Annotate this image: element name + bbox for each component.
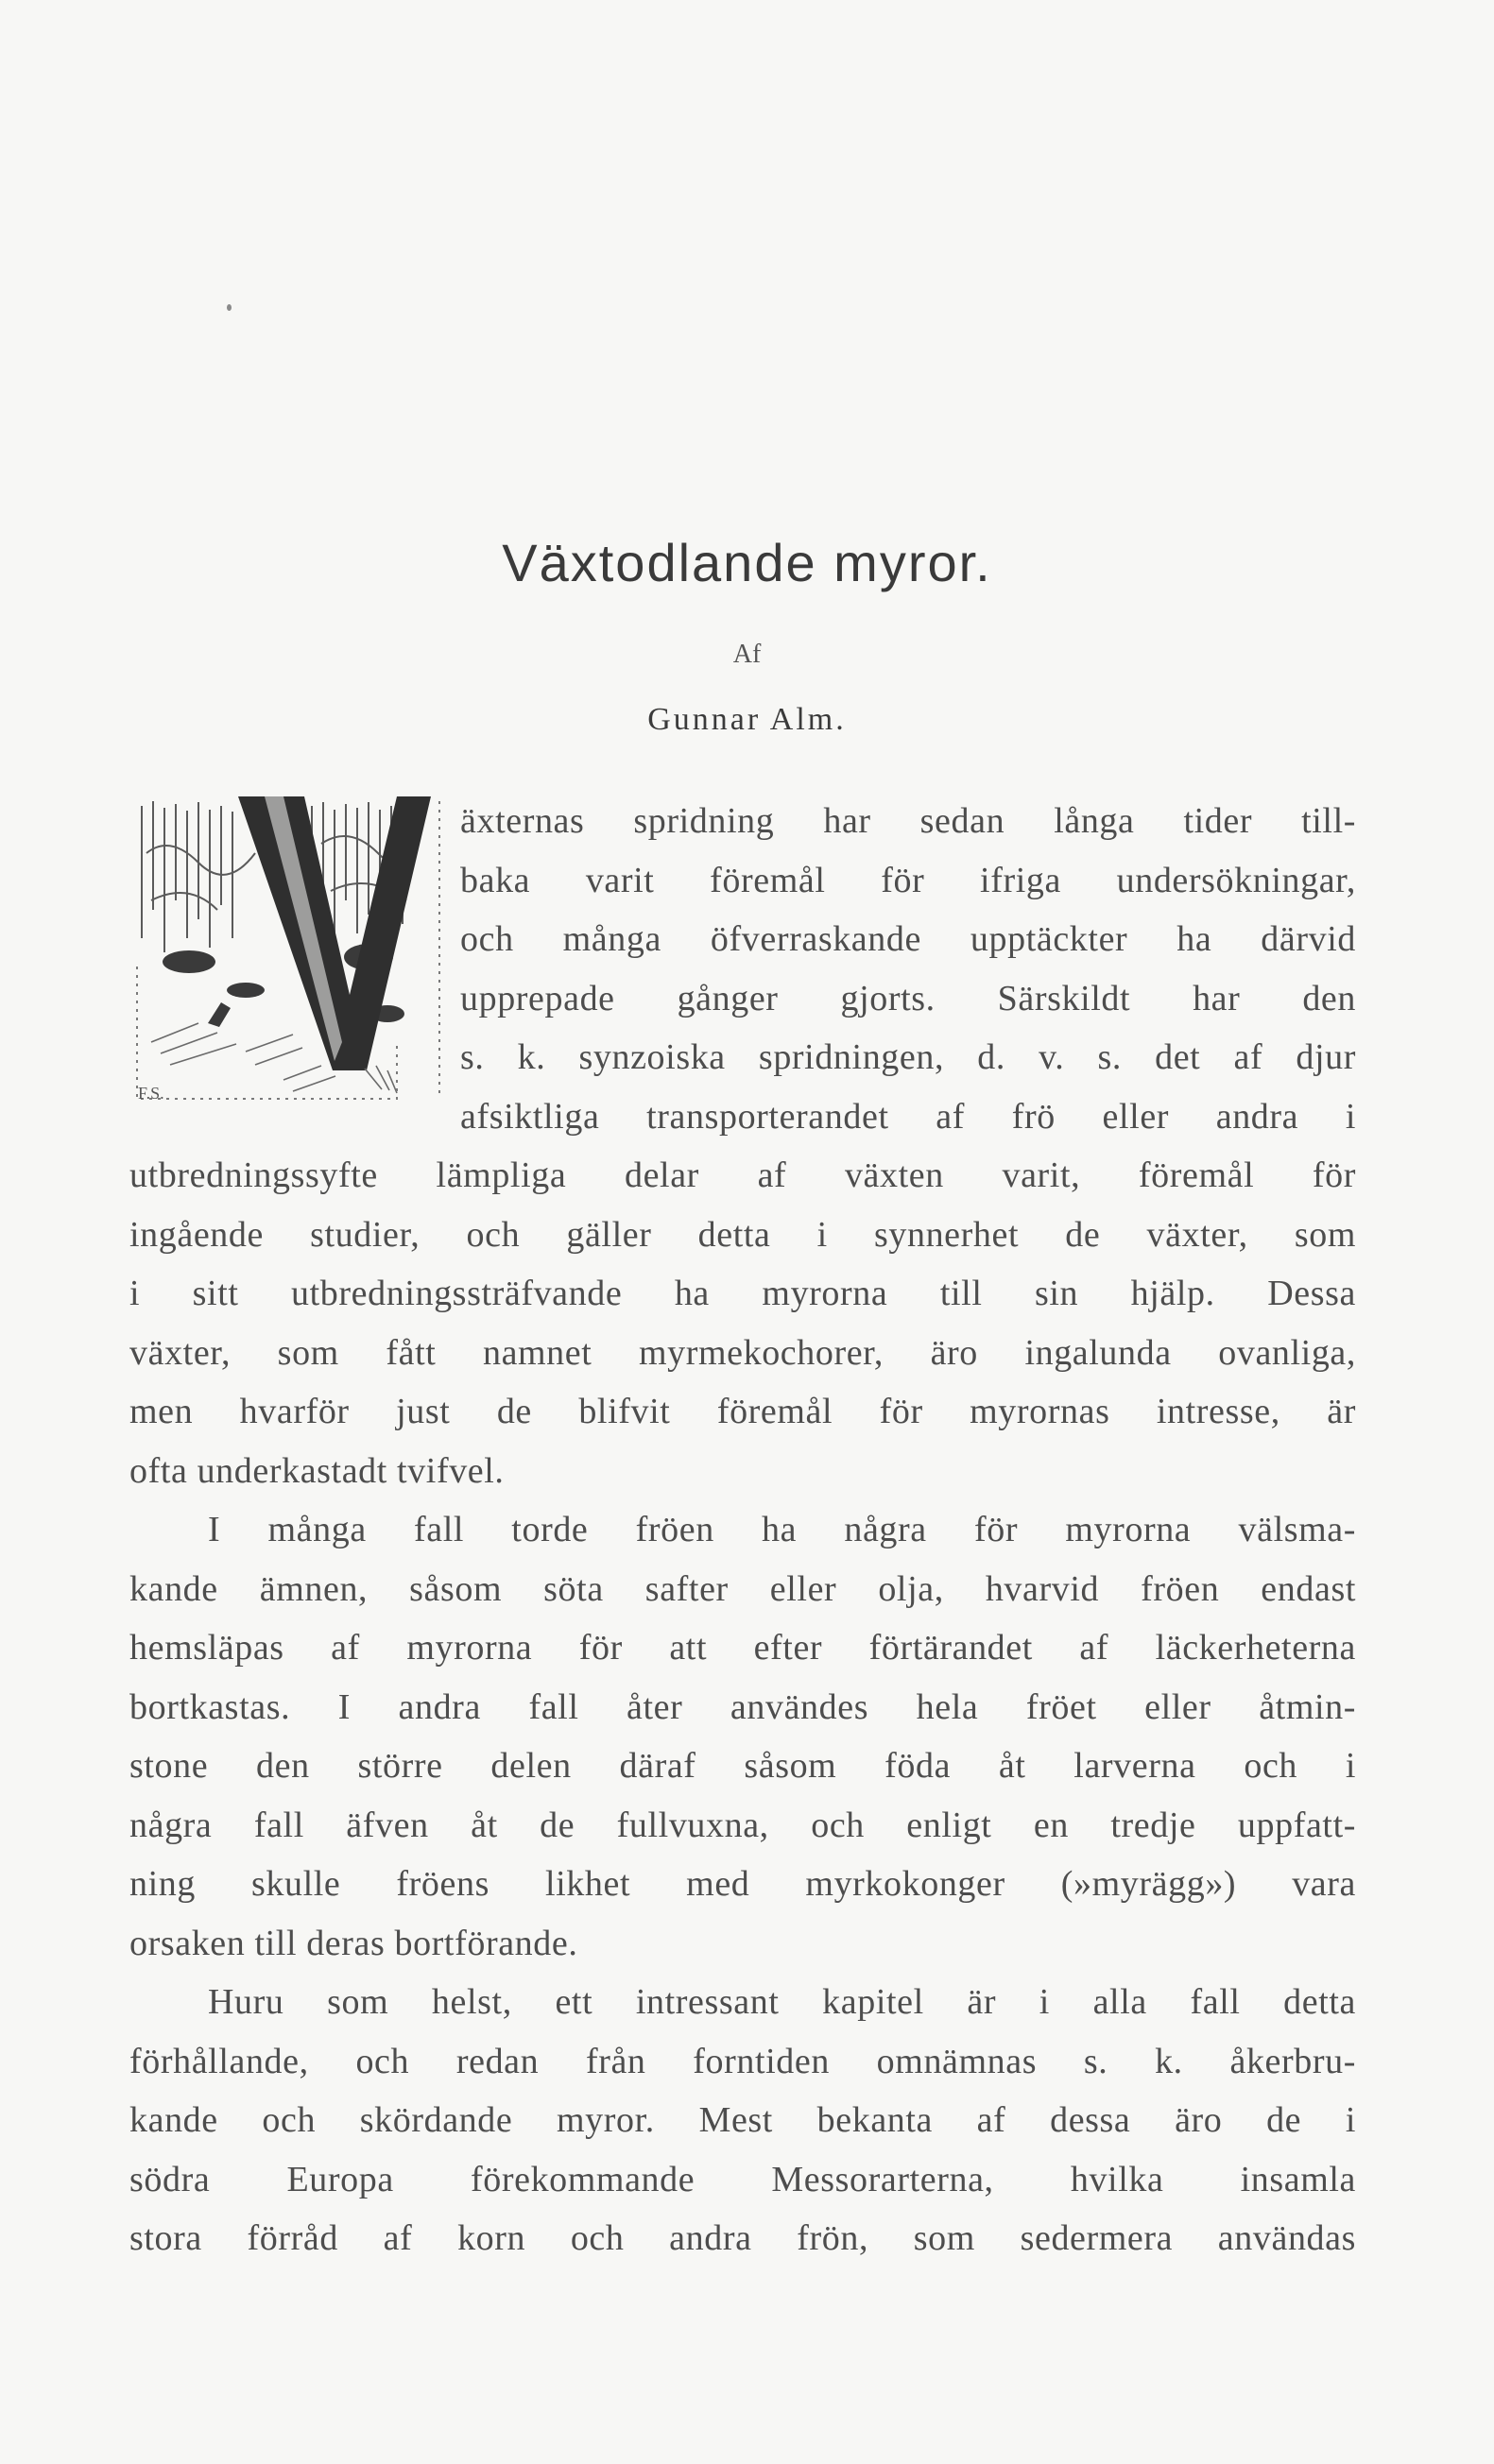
body-line-4: växter, som fått namnet myrmekochorer, äro ingalunda ovanliga, xyxy=(129,1333,1356,1373)
body-line-6: ofta underkastadt tvifvel. xyxy=(129,1451,505,1491)
svg-text:F.S.: F.S. xyxy=(138,1084,164,1103)
decorative-initial-v-icon xyxy=(132,796,452,1118)
print-speck xyxy=(227,304,232,311)
body-line-5: men hvarför just de blifvit föremål för myrornas intresse, är xyxy=(129,1392,1356,1431)
body-line-8: kande ämnen, såsom söta safter eller olja, hvarvid fröen endast xyxy=(129,1569,1356,1609)
body-line-1: utbredningssyfte lämpliga delar af växten varit, föremål för xyxy=(129,1155,1356,1195)
body-line-7: I många fall torde fröen ha några för myrorna välsma- xyxy=(208,1510,1356,1549)
body-line-17: kande och skördande myror. Mest bekanta af dessa äro de i xyxy=(129,2100,1356,2140)
body-line-3: i sitt utbredningssträfvande ha myrorna till sin hjälp. Dessa xyxy=(129,1274,1356,1313)
body-line-11: stone den större delen däraf såsom föda åt larverna och i xyxy=(129,1746,1356,1786)
body-line-13: ning skulle fröens likhet med myrkokonger (»myrägg») vara xyxy=(129,1864,1356,1904)
initial-line-5: s. k. synzoiska spridningen, d. v. s. det af djur xyxy=(460,1037,1356,1077)
article-title: Växtodlande myror. xyxy=(502,533,992,592)
body-line-18: södra Europa förekommande Messorarterna, hvilka insamla xyxy=(129,2160,1356,2199)
body-line-19: stora förråd af korn och andra frön, som sedermera användas xyxy=(129,2218,1356,2258)
body-line-12: några fall äfven åt de fullvuxna, och enligt en tredje uppfatt- xyxy=(129,1805,1356,1845)
body-line-14: orsaken till deras bortförande. xyxy=(129,1924,578,1963)
body-line-16: förhållande, och redan från forntiden omnämnas s. k. åkerbru- xyxy=(129,2042,1356,2081)
byline-prefix: Af xyxy=(732,640,762,669)
body-line-9: hemsläpas af myrorna för att efter förtärandet af läckerheterna xyxy=(129,1628,1356,1668)
initial-line-2: baka varit föremål för ifriga undersökningar, xyxy=(460,861,1356,900)
body-line-2: ingående studier, och gäller detta i synnerhet de växter, som xyxy=(129,1215,1356,1255)
body-line-15: Huru som helst, ett intressant kapitel är i alla fall detta xyxy=(208,1982,1356,2022)
initial-line-4: upprepade gånger gjorts. Särskildt har den xyxy=(460,979,1356,1018)
body-line-10: bortkastas. I andra fall åter användes hela fröet eller åtmin- xyxy=(129,1687,1356,1727)
initial-line-3: och många öfverraskande upptäckter ha därvid xyxy=(460,919,1356,959)
author-name: Gunnar Alm. xyxy=(647,702,847,737)
initial-line-1: äxternas spridning har sedan långa tider till- xyxy=(460,801,1356,841)
initial-line-6: afsiktliga transporterandet af frö eller andra i xyxy=(460,1097,1356,1137)
